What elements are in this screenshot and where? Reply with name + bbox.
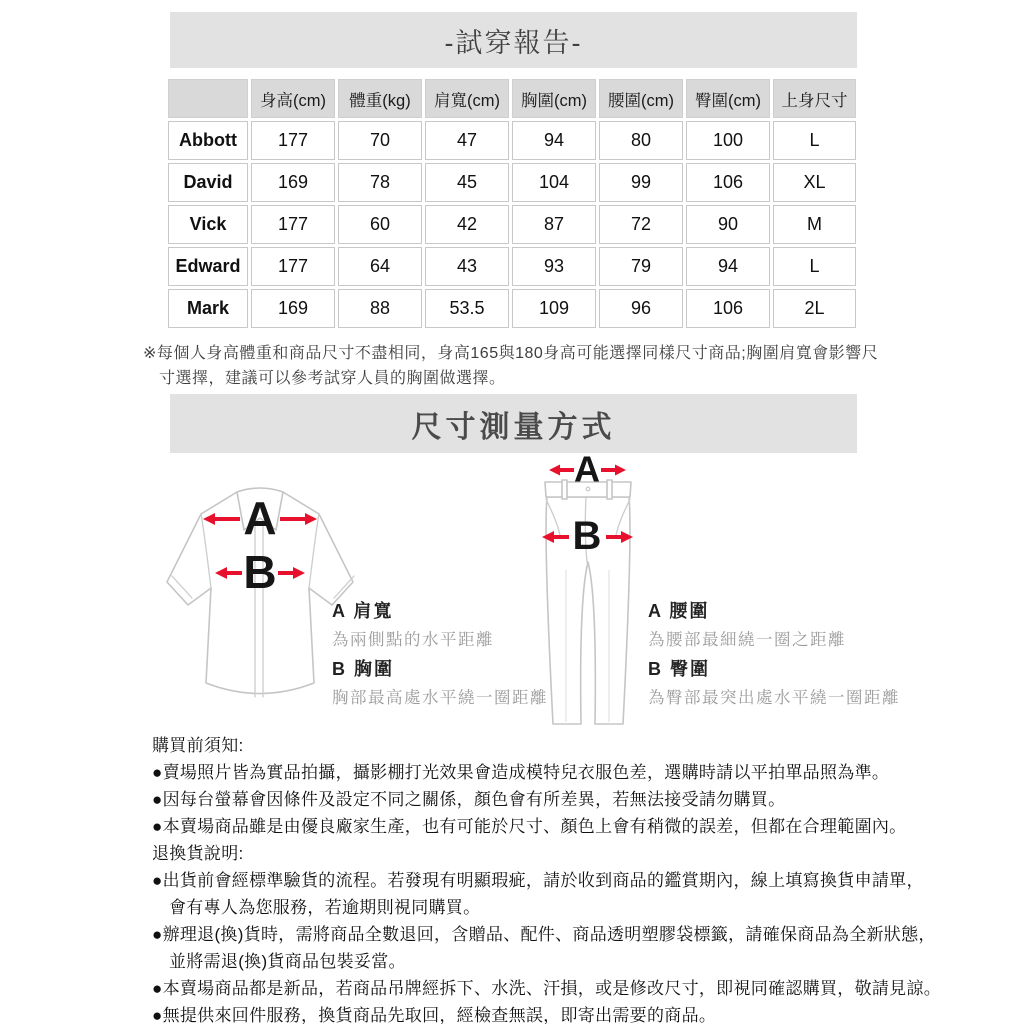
pants-marker-b: B xyxy=(572,514,602,558)
measurement-value: 47 xyxy=(425,121,509,160)
measurement-title: 尺寸測量方式 xyxy=(411,410,616,444)
header-cell-height: 身高(cm) xyxy=(251,79,335,118)
pants-belt-loop-left xyxy=(562,480,567,499)
measurement-value: 93 xyxy=(512,247,596,286)
measurement-value: 72 xyxy=(599,205,683,244)
measurement-value: 42 xyxy=(425,205,509,244)
measurement-value: 94 xyxy=(686,247,770,286)
fitting-note-line1: ※每個人身高體重和商品尺寸不盡相同，身高165與180身高可能選擇同樣尺寸商品;胸圍肩寬會影響尺 xyxy=(143,345,879,362)
notice-line: ●本賣場商品雖是由優良廠家生產，也有可能於尺寸、顏色上會有稍微的誤差，但都在合理範圍內。 xyxy=(152,817,907,836)
measurement-value: 177 xyxy=(251,247,335,286)
pants-marker-a: A xyxy=(574,450,600,490)
measurement-value: 109 xyxy=(512,289,596,328)
fitting-note xyxy=(143,341,893,391)
model-name: Mark xyxy=(168,289,248,328)
measurement-value: 60 xyxy=(338,205,422,244)
table-row xyxy=(168,247,856,286)
purchase-notice-heading: 購買前須知: xyxy=(152,736,244,755)
table-row xyxy=(168,289,856,328)
notice-line: ●出貨前會經標準驗貨的流程。若發現有明顯瑕疵，請於收到商品的鑑賞期內，線上填寫換貨申請單， xyxy=(152,871,924,890)
header-cell-weight: 體重(kg) xyxy=(338,79,422,118)
size-value: L xyxy=(773,121,856,160)
hip-label: B 臀圍 xyxy=(648,659,710,679)
shoulder-label-desc: 為兩側點的水平距離 xyxy=(332,631,494,649)
waist-label: A 腰圍 xyxy=(648,601,710,621)
return-policy-heading: 退換貨說明: xyxy=(152,844,244,863)
notice-line: ●因每台螢幕會因條件及設定不同之關係，顏色會有所差異，若無法接受請勿購買。 xyxy=(152,790,786,809)
size-value: 2L xyxy=(773,289,856,328)
size-value: L xyxy=(773,247,856,286)
fitting-report-title: -試穿報告- xyxy=(444,27,583,58)
header-cell-size: 上身尺寸 xyxy=(773,79,856,118)
measurement-value: 43 xyxy=(425,247,509,286)
measurement-value: 88 xyxy=(338,289,422,328)
notices-section xyxy=(152,732,1017,1024)
pants-belt-loop-right xyxy=(607,480,612,499)
notice-line-continuation: 會有專人為您服務，若逾期則視同購買。 xyxy=(169,898,481,917)
notice-line: ●無提供來回件服務，換貨商品先取回，經檢查無誤，即寄出需要的商品。 xyxy=(152,1006,717,1024)
measurement-value: 177 xyxy=(251,205,335,244)
chest-label-desc: 胸部最高處水平繞一圈距離 xyxy=(332,689,548,707)
chest-label: B 胸圍 xyxy=(332,659,394,679)
header-cell-shoulder: 肩寬(cm) xyxy=(425,79,509,118)
measurement-value: 106 xyxy=(686,289,770,328)
table-header-row xyxy=(168,79,856,118)
table-row xyxy=(168,205,856,244)
measurement-value: 177 xyxy=(251,121,335,160)
measurement-value: 80 xyxy=(599,121,683,160)
hip-label-desc: 為臀部最突出處水平繞一圈距離 xyxy=(648,689,900,707)
measurement-value: 70 xyxy=(338,121,422,160)
notice-line-continuation: 並將需退(換)貨商品包裝妥當。 xyxy=(169,952,406,971)
measurement-title-bar xyxy=(170,394,857,453)
header-cell-chest: 胸圍(cm) xyxy=(512,79,596,118)
measurement-value: 99 xyxy=(599,163,683,202)
measurement-value: 169 xyxy=(251,289,335,328)
size-value: M xyxy=(773,205,856,244)
measurement-value: 53.5 xyxy=(425,289,509,328)
model-name: Edward xyxy=(168,247,248,286)
model-name: Abbott xyxy=(168,121,248,160)
size-fitting-table xyxy=(165,76,859,331)
notice-line: ●本賣場商品都是新品，若商品吊牌經拆下、水洗、汗損，或是修改尺寸，即視同確認購買，敬請見諒。 xyxy=(152,979,942,998)
shirt-marker-b: B xyxy=(243,546,277,598)
model-name: David xyxy=(168,163,248,202)
measurement-value: 90 xyxy=(686,205,770,244)
pants-measurement-labels xyxy=(648,597,908,713)
fitting-note-line2: 寸選擇，建議可以參考試穿人員的胸圍做選擇。 xyxy=(159,370,506,387)
table-row xyxy=(168,121,856,160)
shirt-measurement-labels xyxy=(332,597,592,713)
measurement-value: 169 xyxy=(251,163,335,202)
table-row xyxy=(168,163,856,202)
shirt-marker-a: A xyxy=(243,492,277,544)
notice-line: ●辦理退(換)貨時，需將商品全數退回，含贈品、配件、商品透明塑膠袋標籤，請確保商品為全新狀態， xyxy=(152,925,936,944)
measurement-value: 94 xyxy=(512,121,596,160)
measurement-value: 78 xyxy=(338,163,422,202)
fitting-report-title-bar xyxy=(170,12,857,68)
shoulder-label: A 肩寬 xyxy=(332,601,394,621)
header-cell-empty xyxy=(168,79,248,118)
header-cell-hip: 臀圍(cm) xyxy=(686,79,770,118)
measurement-value: 45 xyxy=(425,163,509,202)
notice-line: ●賣場照片皆為實品拍攝，攝影棚打光效果會造成模特兒衣服色差，選購時請以平拍單品照為準。 xyxy=(152,763,890,782)
measurement-value: 100 xyxy=(686,121,770,160)
measurement-value: 104 xyxy=(512,163,596,202)
measurement-value: 106 xyxy=(686,163,770,202)
size-value: XL xyxy=(773,163,856,202)
waist-label-desc: 為腰部最細繞一圈之距離 xyxy=(648,631,846,649)
header-cell-waist: 腰圍(cm) xyxy=(599,79,683,118)
model-name: Vick xyxy=(168,205,248,244)
measurement-value: 96 xyxy=(599,289,683,328)
measurement-value: 79 xyxy=(599,247,683,286)
measurement-value: 64 xyxy=(338,247,422,286)
measurement-value: 87 xyxy=(512,205,596,244)
